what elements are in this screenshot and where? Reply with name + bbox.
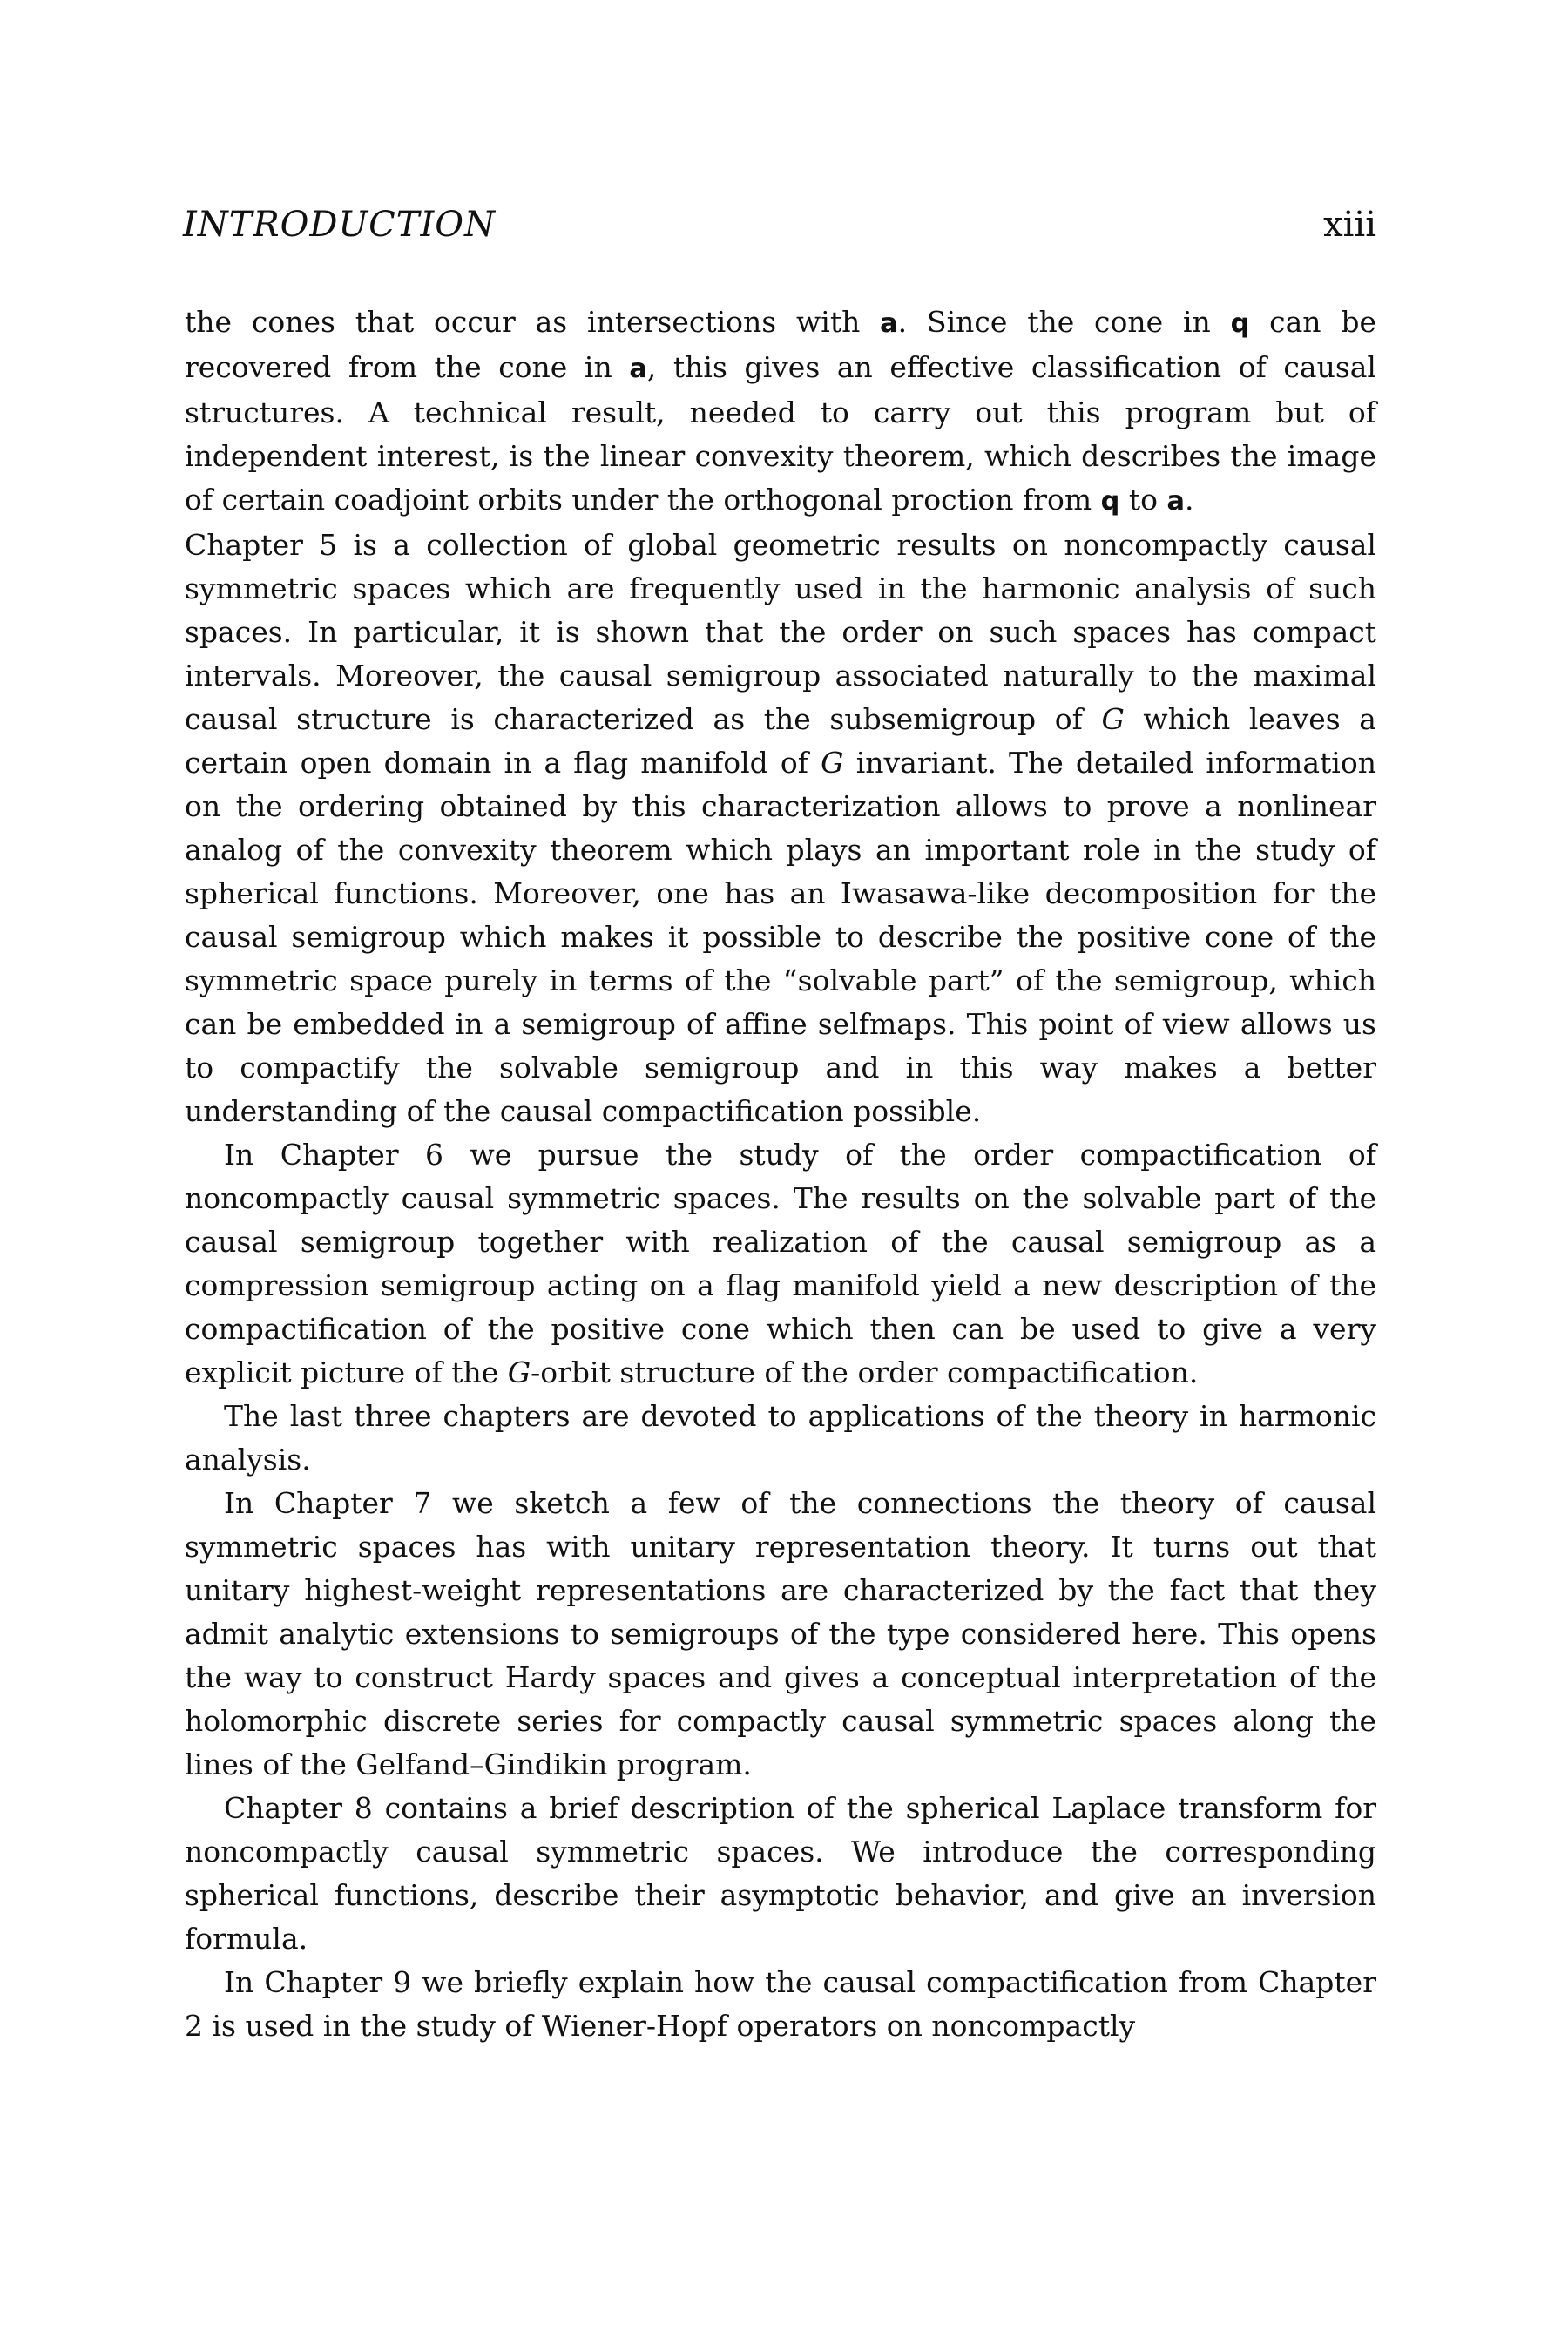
- symbol-a: a: [629, 354, 647, 384]
- page-number: xiii: [1323, 205, 1376, 245]
- paragraph-3: In Chapter 6 we pursue the study of the order compactification of noncompactly causal symmetric spaces. The results on the solvable part of the causal semigroup together with realization of the causal semigroup as a compression semigroup acting on a flag manifold yield a new description of the compactification of the positive cone which then can be used to give a very explicit picture of the G-orbit structure of the order compactification.: [185, 1138, 1376, 1389]
- paragraph-4: The last three chapters are devoted to applications of the theory in harmonic analysis.: [185, 1399, 1376, 1477]
- paragraph-2: Chapter 5 is a collection of global geometric results on noncompactly causal symmetric spaces which are frequently used in the harmonic analysis of such spaces. In particular, it is shown that the order on such spaces has compact intervals. Moreover, the causal semigroup associated naturally to the maximal causal structure is characterized as the subsemigroup of G which leaves a certain open domain in a flag manifold of G invariant. The detailed information on the ordering obtained by this characterization allows to prove a nonlinear analog of the convexity theorem which plays an important role in the study of spherical functions. Moreover, one has an Iwasawa-like decomposition for the causal semigroup which makes it possible to describe the positive cone of the symmetric space purely in terms of the “solvable part” of the semigroup, which can be embedded in a semigroup of affine selfmaps. This point of view allows us to compactify the solvable semigroup and in this way makes a better understanding of the causal compactification possible.: [185, 528, 1376, 1128]
- running-title: INTRODUCTION: [183, 205, 497, 245]
- symbol-q: q: [1100, 486, 1120, 517]
- paragraph-6: Chapter 8 contains a brief description of the spherical Laplace transform for noncompactly causal symmetric spaces. We introduce the corresponding spherical functions, describe their asymptotic behavior, and give an inversion formula.: [185, 1791, 1376, 1956]
- paragraph-7: In Chapter 9 we briefly explain how the causal compactification from Chapter 2 is used in the study of Wiener-Hopf operators on noncompactly: [185, 1965, 1376, 2043]
- symbol-G: G: [507, 1355, 531, 1389]
- paragraph-5: In Chapter 7 we sketch a few of the connections the theory of causal symmetric spaces has with unitary representation theory. It turns out that unitary highest-weight representations are characterized by the fact that they admit analytic extensions to semigroups of the type considered here. This opens the way to construct Hardy spaces and gives a conceptual interpretation of the holomorphic discrete series for compactly causal symmetric spaces along the lines of the Gelfand–Gindikin program.: [185, 1486, 1376, 1781]
- body-text: [185, 301, 1376, 2261]
- paragraph-1: the cones that occur as intersections with a. Since the cone in q can be recovered from the cone in a, this gives an effective classification of causal structures. A technical result, needed to carry out this program but of independent interest, is the linear convexity theorem, which describes the image of certain coadjoint orbits under the orthogonal proction from q to a.: [185, 305, 1376, 517]
- symbol-q: q: [1230, 308, 1250, 339]
- symbol-G: G: [1101, 702, 1125, 736]
- running-head: [183, 199, 1376, 251]
- symbol-a: a: [880, 308, 898, 339]
- symbol-G: G: [821, 746, 844, 780]
- symbol-a: a: [1166, 486, 1186, 517]
